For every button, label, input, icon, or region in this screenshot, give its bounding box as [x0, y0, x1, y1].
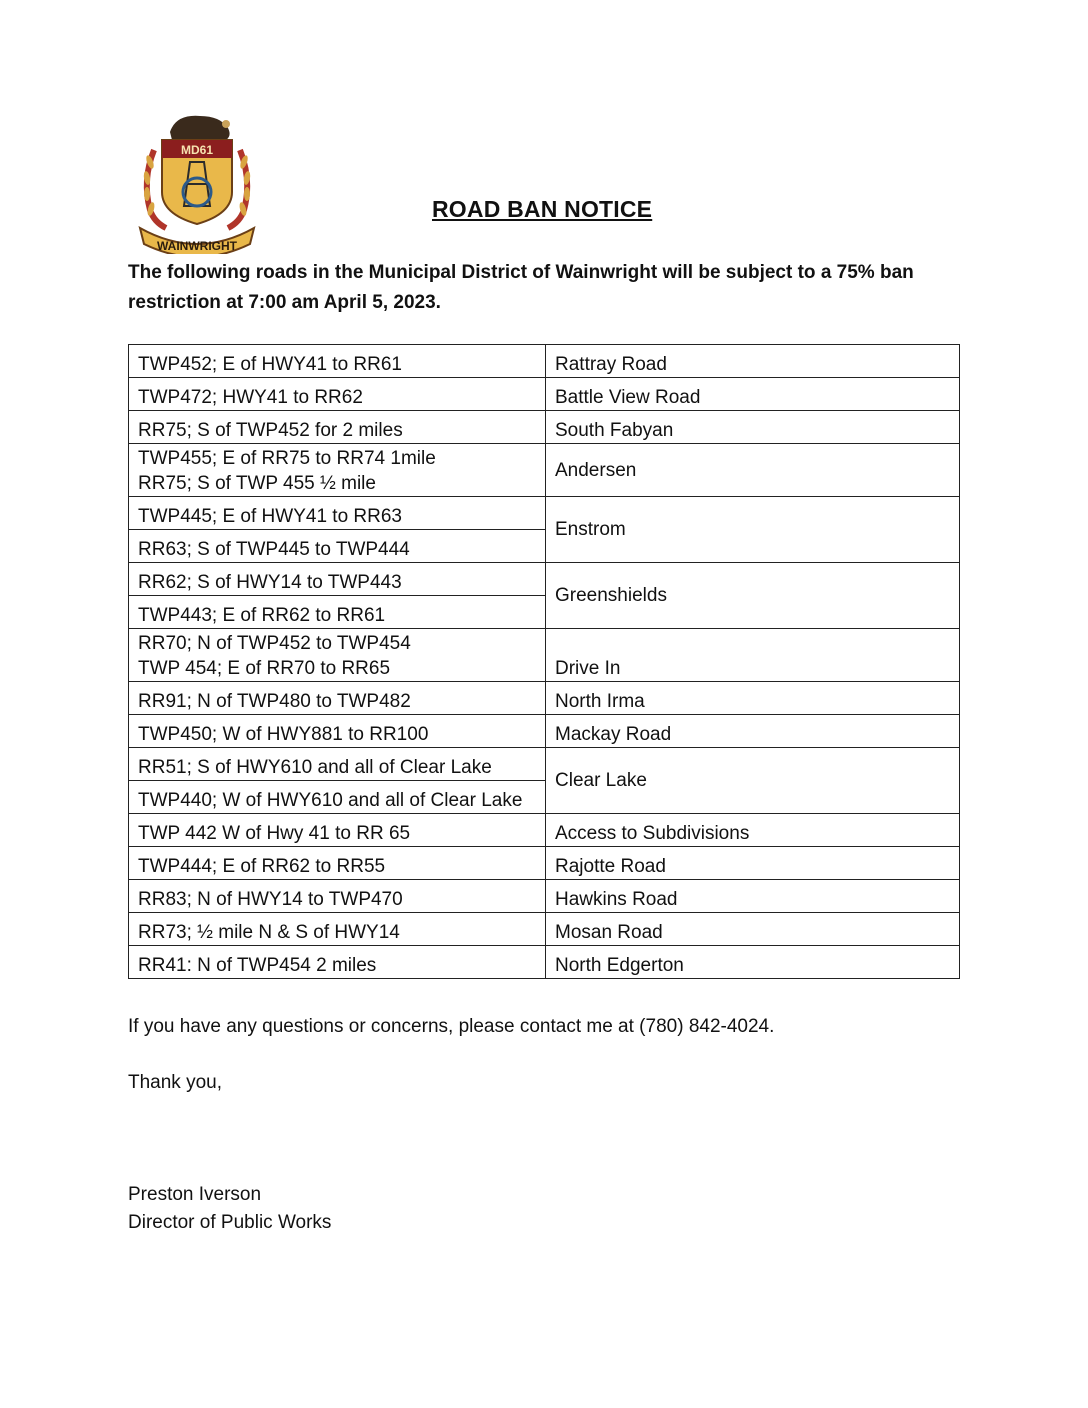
svg-text:MD61: MD61	[180, 143, 214, 157]
table-row	[129, 629, 960, 682]
road-name-cell: North Edgerton	[546, 946, 960, 979]
table-row	[129, 345, 960, 378]
road-name-cell: Access to Subdivisions	[546, 814, 960, 847]
table-row	[129, 847, 960, 880]
road-segment-cell: TWP445; E of HWY41 to RR63	[129, 497, 546, 530]
road-segment-cell: TWP455; E of RR75 to RR74 1mile RR75; S of TWP 455 ½ mile	[129, 444, 546, 497]
road-name-cell: Mosan Road	[546, 913, 960, 946]
road-segment-cell: RR91; N of TWP480 to TWP482	[129, 682, 546, 715]
table-row	[129, 880, 960, 913]
road-segment-cell: RR63; S of TWP445 to TWP444	[129, 530, 546, 563]
table-row	[129, 411, 960, 444]
road-segment-cell: TWP450; W of HWY881 to RR100	[129, 715, 546, 748]
md-crest-icon	[136, 110, 258, 254]
table-row	[129, 946, 960, 979]
road-segment-cell: RR41: N of TWP454 2 miles	[129, 946, 546, 979]
road-segment-cell: TWP472; HWY41 to RR62	[129, 378, 546, 411]
road-name-cell: Rattray Road	[546, 345, 960, 378]
road-segment-cell: TWP 442 W of Hwy 41 to RR 65	[129, 814, 546, 847]
intro-paragraph: The following roads in the Municipal District of Wainwright will be subject to a 75% ban restriction at 7:00 am April 5, 2023.	[128, 262, 914, 313]
table-row	[129, 563, 960, 596]
table-row	[129, 715, 960, 748]
page-title: ROAD BAN NOTICE	[432, 196, 653, 222]
road-name-cell: Greenshields	[546, 563, 960, 629]
road-segment-cell: RR73; ½ mile N & S of HWY14	[129, 913, 546, 946]
road-segment-cell: TWP444; E of RR62 to RR55	[129, 847, 546, 880]
road-segment-cell: RR62; S of HWY14 to TWP443	[129, 563, 546, 596]
road-name-cell: Rajotte Road	[546, 847, 960, 880]
road-name-cell: North Irma	[546, 682, 960, 715]
road-name-cell: Battle View Road	[546, 378, 960, 411]
contact-line: If you have any questions or concerns, please contact me at (780) 842-4024.	[128, 1016, 775, 1037]
table-row	[129, 682, 960, 715]
signatory-name: Preston Iverson	[128, 1184, 262, 1205]
road-name-cell: Clear Lake	[546, 748, 960, 814]
table-row	[129, 378, 960, 411]
closing-line: Thank you,	[128, 1072, 222, 1093]
road-name-cell: Enstrom	[546, 497, 960, 563]
signatory-title: Director of Public Works	[128, 1212, 332, 1233]
table-row	[129, 444, 960, 497]
road-segment-cell: TWP443; E of RR62 to RR61	[129, 596, 546, 629]
table-row	[129, 913, 960, 946]
svg-text:WAINWRIGHT: WAINWRIGHT	[157, 239, 237, 253]
table-row	[129, 748, 960, 781]
table-row	[129, 497, 960, 530]
road-name-cell: South Fabyan	[546, 411, 960, 444]
road-segment-cell: TWP440; W of HWY610 and all of Clear Lake	[129, 781, 546, 814]
road-segment-cell: RR51; S of HWY610 and all of Clear Lake	[129, 748, 546, 781]
road-segment-cell: RR70; N of TWP452 to TWP454 TWP 454; E of RR70 to RR65	[129, 629, 546, 682]
road-name-cell: Hawkins Road	[546, 880, 960, 913]
road-name-cell: Mackay Road	[546, 715, 960, 748]
table-row	[129, 814, 960, 847]
road-segment-cell: RR75; S of TWP452 for 2 miles	[129, 411, 546, 444]
road-segment-cell: RR83; N of HWY14 to TWP470	[129, 880, 546, 913]
road-segment-cell: TWP452; E of HWY41 to RR61	[129, 345, 546, 378]
road-name-cell: Andersen	[546, 444, 960, 497]
road-ban-table	[128, 344, 960, 979]
md-wainwright-logo	[136, 110, 258, 254]
road-name-cell: Drive In	[546, 629, 960, 682]
